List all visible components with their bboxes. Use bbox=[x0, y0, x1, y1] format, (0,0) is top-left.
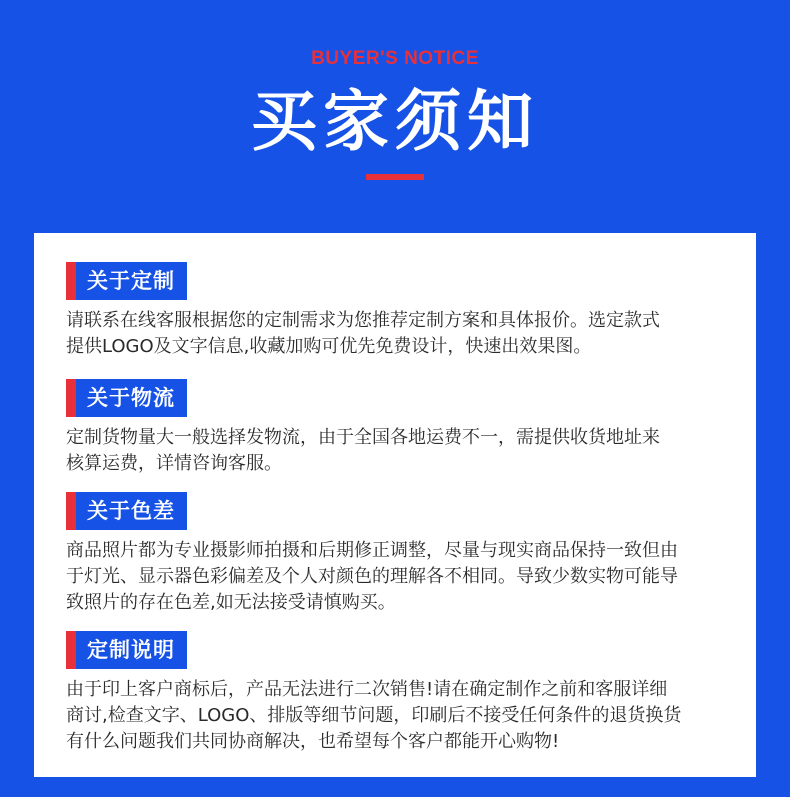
section-line: 核算运费，详情咨询客服。 bbox=[66, 453, 282, 474]
section-heading bbox=[66, 492, 746, 530]
section-line: 请联系在线客服根据您的定制需求为您推荐定制方案和具体报价。选定款式 bbox=[66, 310, 660, 331]
section-line: 有什么问题我们共同协商解决，也希望每个客户都能开心购物! bbox=[66, 731, 560, 752]
section-body bbox=[66, 538, 746, 616]
page-title: 买家须知 bbox=[251, 83, 539, 160]
section-color-difference bbox=[66, 492, 746, 616]
section-body bbox=[66, 677, 746, 755]
section-line: 商讨,检查文字、LOGO、排版等细节问题，印刷后不接受任何条件的退货换货 bbox=[66, 705, 682, 726]
section-heading bbox=[66, 262, 746, 300]
heading-accent-bar bbox=[66, 492, 76, 530]
header-subtitle: BUYER'S NOTICE bbox=[311, 48, 479, 69]
heading-accent-bar bbox=[66, 262, 76, 300]
section-custom-notes bbox=[66, 631, 746, 755]
section-body bbox=[66, 425, 746, 477]
heading-accent-bar bbox=[66, 379, 76, 417]
section-custom bbox=[66, 262, 746, 360]
section-line: 定制货物量大一般选择发物流，由于全国各地运费不一，需提供收货地址来 bbox=[66, 427, 660, 448]
section-heading bbox=[66, 631, 746, 669]
section-logistics bbox=[66, 379, 746, 477]
notice-panel bbox=[34, 233, 756, 777]
heading-accent-bar bbox=[66, 631, 76, 669]
section-heading-label: 关于物流 bbox=[76, 379, 187, 417]
section-heading bbox=[66, 379, 746, 417]
section-line: 提供LOGO及文字信息,收藏加购可优先免费设计，快速出效果图。 bbox=[66, 336, 592, 357]
section-line: 致照片的存在色差,如无法接受请慎购买。 bbox=[66, 592, 396, 613]
section-heading-label: 定制说明 bbox=[76, 631, 187, 669]
section-line: 商品照片都为专业摄影师拍摄和后期修正调整，尽量与现实商品保持一致但由 bbox=[66, 540, 678, 561]
section-line: 于灯光、显示器色彩偏差及个人对颜色的理解各不相同。导致少数实物可能导 bbox=[66, 566, 678, 587]
section-heading-label: 关于定制 bbox=[76, 262, 187, 300]
section-line: 由于印上客户商标后，产品无法进行二次销售!请在确定制作之前和客服详细 bbox=[66, 679, 668, 700]
title-underline bbox=[366, 174, 424, 180]
section-body bbox=[66, 308, 746, 360]
section-heading-label: 关于色差 bbox=[76, 492, 187, 530]
